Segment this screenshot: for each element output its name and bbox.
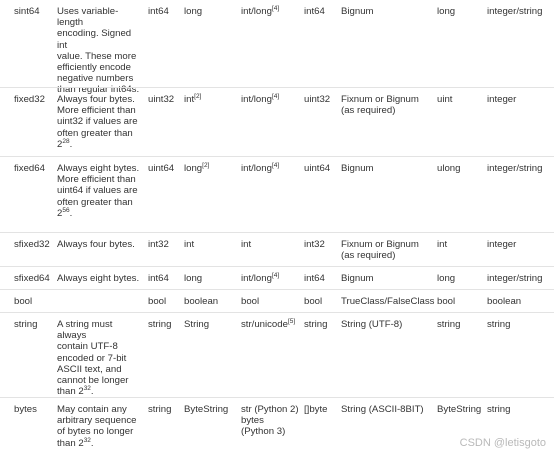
cell-csharp: string [437,319,461,330]
cell-go: uint64 [304,163,331,174]
cell-notes: Always eight bytes. [57,273,140,284]
cell-php: integer/string [487,163,543,174]
cell-type: bool [14,296,33,307]
cell-type: fixed32 [14,94,45,105]
cell-csharp: ByteString [437,404,482,415]
cell-php: integer [487,239,517,250]
cell-ruby: String (UTF-8) [341,319,403,330]
cell-ruby: Bignum [341,273,374,284]
cell-csharp: long [437,273,456,284]
cell-go: string [304,319,328,330]
cell-ruby: TrueClass/FalseClass [341,296,435,307]
cell-php: integer/string [487,6,543,17]
cell-python: int/long[4] [241,92,280,105]
cell-type: sfixed64 [14,273,50,284]
cell-notes: Always eight bytes. More efficient than uint64 if values are often greater than $2^{56}$. [57,163,140,219]
cell-python: int/long[4] [241,271,280,284]
cell-type: string [14,319,38,330]
cell-java: long[2] [184,161,210,174]
cell-java: String [184,319,210,330]
cell-go: uint32 [304,94,331,105]
cell-notes: Always four bytes. [57,239,135,250]
cell-go: int64 [304,273,325,284]
cell-go: bool [304,296,323,307]
cell-csharp: uint [437,94,453,105]
cell-notes: A string must always contain UTF-8 encoded or 7-bit ASCII text, and cannot be longer than $2^{32}$. [57,319,129,398]
cell-type: fixed64 [14,163,45,174]
cell-java: ByteString [184,404,229,415]
cell-python: str/unicode[5] [241,317,296,330]
cell-java: boolean [184,296,219,307]
cell-python: bool [241,296,260,307]
cell-csharp: int [437,239,448,250]
cell-php: boolean [487,296,522,307]
cell-python: int/long[4] [241,4,280,17]
cell-notes: Always four bytes. More efficient than uint32 if values are often greater than $2^{28}$. [57,94,138,150]
cell-cpp: int32 [148,239,169,250]
table-row [0,87,554,157]
cell-php: string [487,404,511,415]
cell-go: int32 [304,239,325,250]
cell-python: str (Python 2) bytes (Python 3) [241,404,299,438]
cell-cpp: string [148,319,172,330]
cell-php: string [487,319,511,330]
table-row [0,156,554,233]
cell-ruby: Bignum [341,6,374,17]
cell-java: long [184,273,203,284]
cell-cpp: int64 [148,273,169,284]
cell-java: long [184,6,203,17]
table-row [0,312,554,398]
cell-php: integer/string [487,273,543,284]
table-row [0,232,554,267]
cell-ruby: String (ASCII-8BIT) [341,404,424,415]
cell-ruby: Fixnum or Bignum (as required) [341,239,419,262]
cell-cpp: string [148,404,172,415]
cell-java: int [184,239,195,250]
cell-csharp: bool [437,296,456,307]
cell-python: int [241,239,252,250]
cell-cpp: uint32 [148,94,175,105]
cell-type: sfixed32 [14,239,50,250]
cell-cpp: int64 [148,6,169,17]
table-row [0,266,554,290]
cell-php: integer [487,94,517,105]
cell-python: int/long[4] [241,161,280,174]
cell-cpp: bool [148,296,167,307]
cell-type: bytes [14,404,37,415]
cell-ruby: Bignum [341,163,374,174]
watermark: CSDN @letisgoto [459,437,546,449]
cell-cpp: uint64 [148,163,175,174]
cell-notes: May contain any arbitrary sequence of bytes no longer than $2^{32}$. [57,404,137,449]
cell-type: sint64 [14,6,40,17]
cell-ruby: Fixnum or Bignum (as required) [341,94,419,117]
cell-go: []byte [304,404,328,415]
table-row [0,0,554,96]
cell-notes: Uses variable-length encoding. Signed int value. These more efficiently encode negative numbers than regular int64s. [57,6,140,96]
table-row [0,289,554,313]
cell-csharp: long [437,6,456,17]
cell-java: int[2] [184,92,202,105]
cell-go: int64 [304,6,325,17]
cell-csharp: ulong [437,163,461,174]
